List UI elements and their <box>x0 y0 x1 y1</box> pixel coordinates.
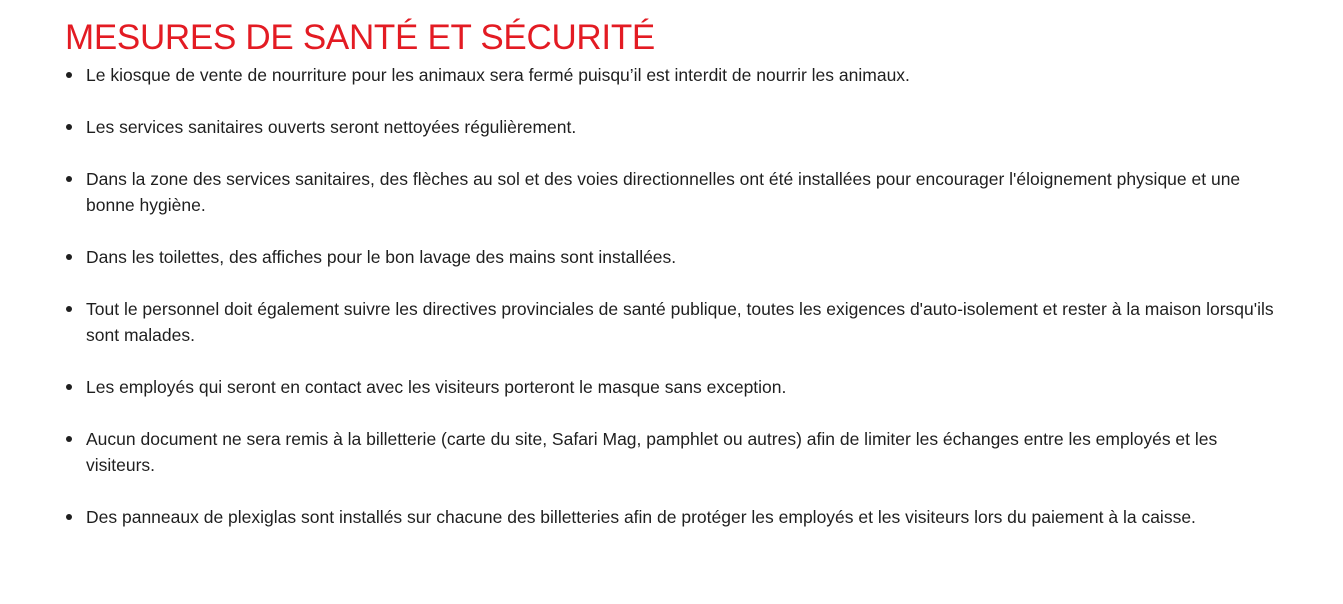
list-item <box>65 244 1285 270</box>
list-item <box>65 114 1285 140</box>
page-title: MESURES DE SANTÉ ET SÉCURITÉ <box>65 18 655 57</box>
list-item-text: Des panneaux de plexiglas sont installés sur chacune des billetteries afin de protéger les employés et les visiteurs lors du paiement à la caisse. <box>86 507 1196 527</box>
list-item <box>65 426 1285 478</box>
list-item <box>65 374 1285 400</box>
list-item <box>65 504 1285 530</box>
list-item-text: Dans la zone des services sanitaires, des flèches au sol et des voies directionnelles ont été installées pour encourager l'éloignement physique et une bonne hygiène. <box>86 169 1241 215</box>
bullet-icon <box>66 124 72 130</box>
list-item <box>65 296 1285 348</box>
bullet-icon <box>66 254 72 260</box>
list-item-text: Dans les toilettes, des affiches pour le bon lavage des mains sont installées. <box>86 247 677 267</box>
list-item-text: Les services sanitaires ouverts seront nettoyées régulièrement. <box>86 117 577 137</box>
list-item-text: Aucun document ne sera remis à la billetterie (carte du site, Safari Mag, pamphlet ou autres) afin de limiter les échanges entre les employés et les visiteurs. <box>86 429 1218 475</box>
list-item <box>65 166 1285 218</box>
bullet-icon <box>66 436 72 442</box>
bullet-icon <box>66 514 72 520</box>
bullet-icon <box>66 306 72 312</box>
list-item-text: Les employés qui seront en contact avec les visiteurs porteront le masque sans exception. <box>86 377 787 397</box>
bullet-icon <box>66 384 72 390</box>
bullet-icon <box>66 176 72 182</box>
measures-list <box>65 62 1285 530</box>
list-item <box>65 62 1285 88</box>
list-item-text: Le kiosque de vente de nourriture pour les animaux sera fermé puisqu’il est interdit de nourrir les animaux. <box>86 65 910 85</box>
list-item-text: Tout le personnel doit également suivre les directives provinciales de santé publique, toutes les exigences d'auto-isolement et rester à la maison lorsqu'ils sont malades. <box>86 299 1274 345</box>
health-safety-section <box>65 14 1285 530</box>
bullet-icon <box>66 72 72 78</box>
